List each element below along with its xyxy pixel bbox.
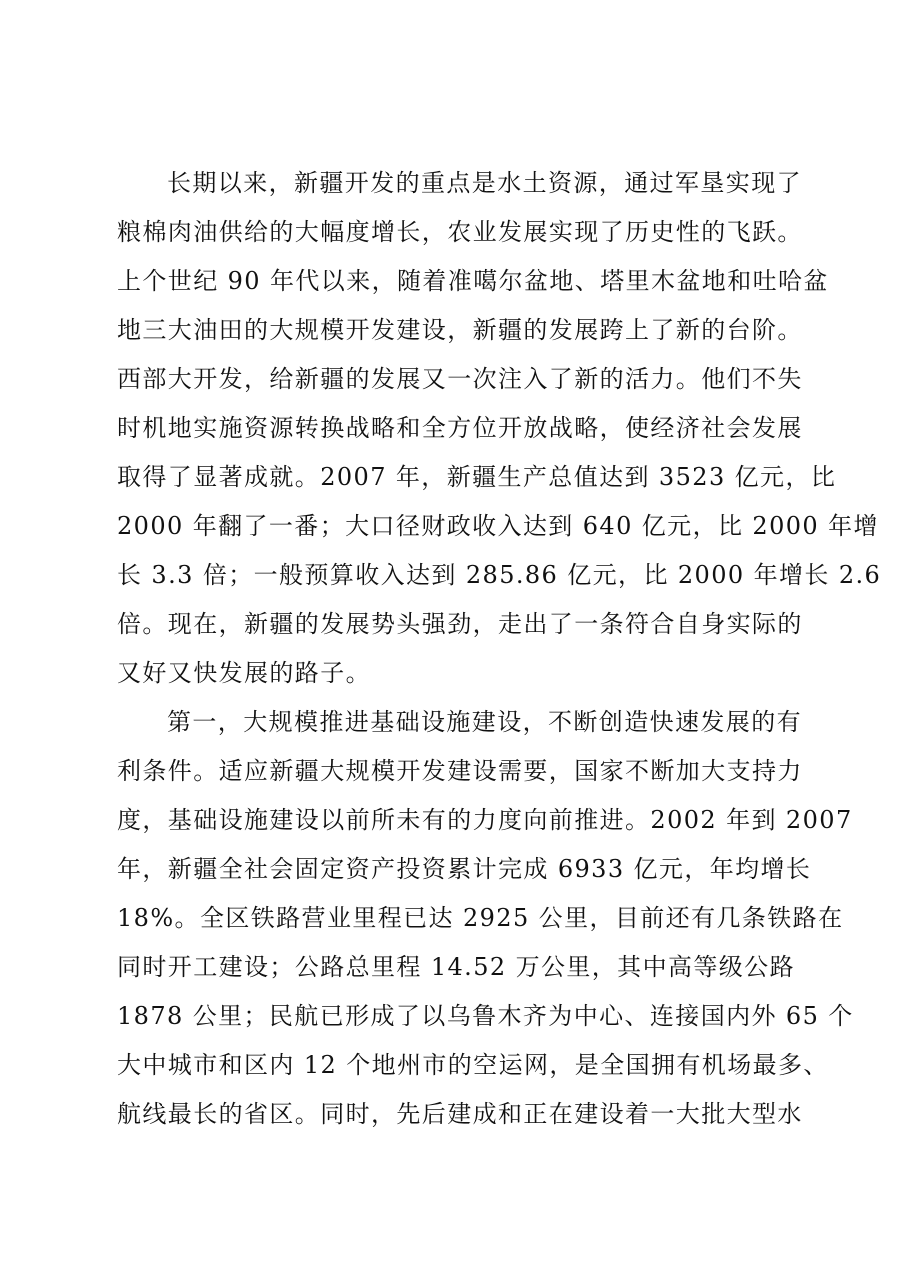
paragraph-2-line-6: 同时开工建设；公路总里程 14.52 万公里，其中高等级公路 <box>117 953 795 981</box>
paragraph-2-line-7: 1878 公里；民航已形成了以乌鲁木齐为中心、连接国内外 65 个 <box>117 1002 854 1030</box>
paragraph-2-line-3: 度，基础设施建设以前所未有的力度向前推进。2002 年到 2007 <box>117 806 853 834</box>
paragraph-1-line-9: 长 3.3 倍；一般预算收入达到 285.86 亿元，比 2000 年增长 2.6 <box>117 561 882 589</box>
paragraph-2-line-1: 第一，大规模推进基础设施建设，不断创造快速发展的有 <box>167 708 802 736</box>
paragraph-1-line-1: 长期以来，新疆开发的重点是水土资源，通过军垦实现了 <box>167 169 802 197</box>
paragraph-1-line-4: 地三大油田的大规模开发建设，新疆的发展跨上了新的台阶。 <box>117 316 803 344</box>
paragraph-1-line-7: 取得了显著成就。2007 年，新疆生产总值达到 3523 亿元，比 <box>117 463 837 491</box>
paragraph-2-line-2: 利条件。适应新疆大规模开发建设需要，国家不断加大支持力 <box>117 757 803 785</box>
paragraph-2-line-5: 18%。全区铁路营业里程已达 2925 公里，目前还有几条铁路在 <box>117 904 844 932</box>
paragraph-1-line-11: 又好又快发展的路子。 <box>117 659 371 687</box>
paragraph-1-line-2: 粮棉肉油供给的大幅度增长，农业发展实现了历史性的飞跃。 <box>117 218 803 246</box>
paragraph-1-line-5: 西部大开发，给新疆的发展又一次注入了新的活力。他们不失 <box>117 365 803 393</box>
paragraph-1-line-10: 倍。现在，新疆的发展势头强劲，走出了一条符合自身实际的 <box>117 610 803 638</box>
paragraph-2-line-4: 年，新疆全社会固定资产投资累计完成 6933 亿元，年均增长 <box>117 855 812 883</box>
paragraph-2-line-9: 航线最长的省区。同时，先后建成和正在建设着一大批大型水 <box>117 1100 803 1128</box>
paragraph-1-line-8: 2000 年翻了一番；大口径财政收入达到 640 亿元，比 2000 年增 <box>117 512 879 540</box>
paragraph-1-line-3: 上个世纪 90 年代以来，随着准噶尔盆地、塔里木盆地和吐哈盆 <box>117 267 829 295</box>
paragraph-2-line-8: 大中城市和区内 12 个地州市的空运网，是全国拥有机场最多、 <box>117 1051 829 1079</box>
paragraph-1-line-6: 时机地实施资源转换战略和全方位开放战略，使经济社会发展 <box>117 414 803 442</box>
